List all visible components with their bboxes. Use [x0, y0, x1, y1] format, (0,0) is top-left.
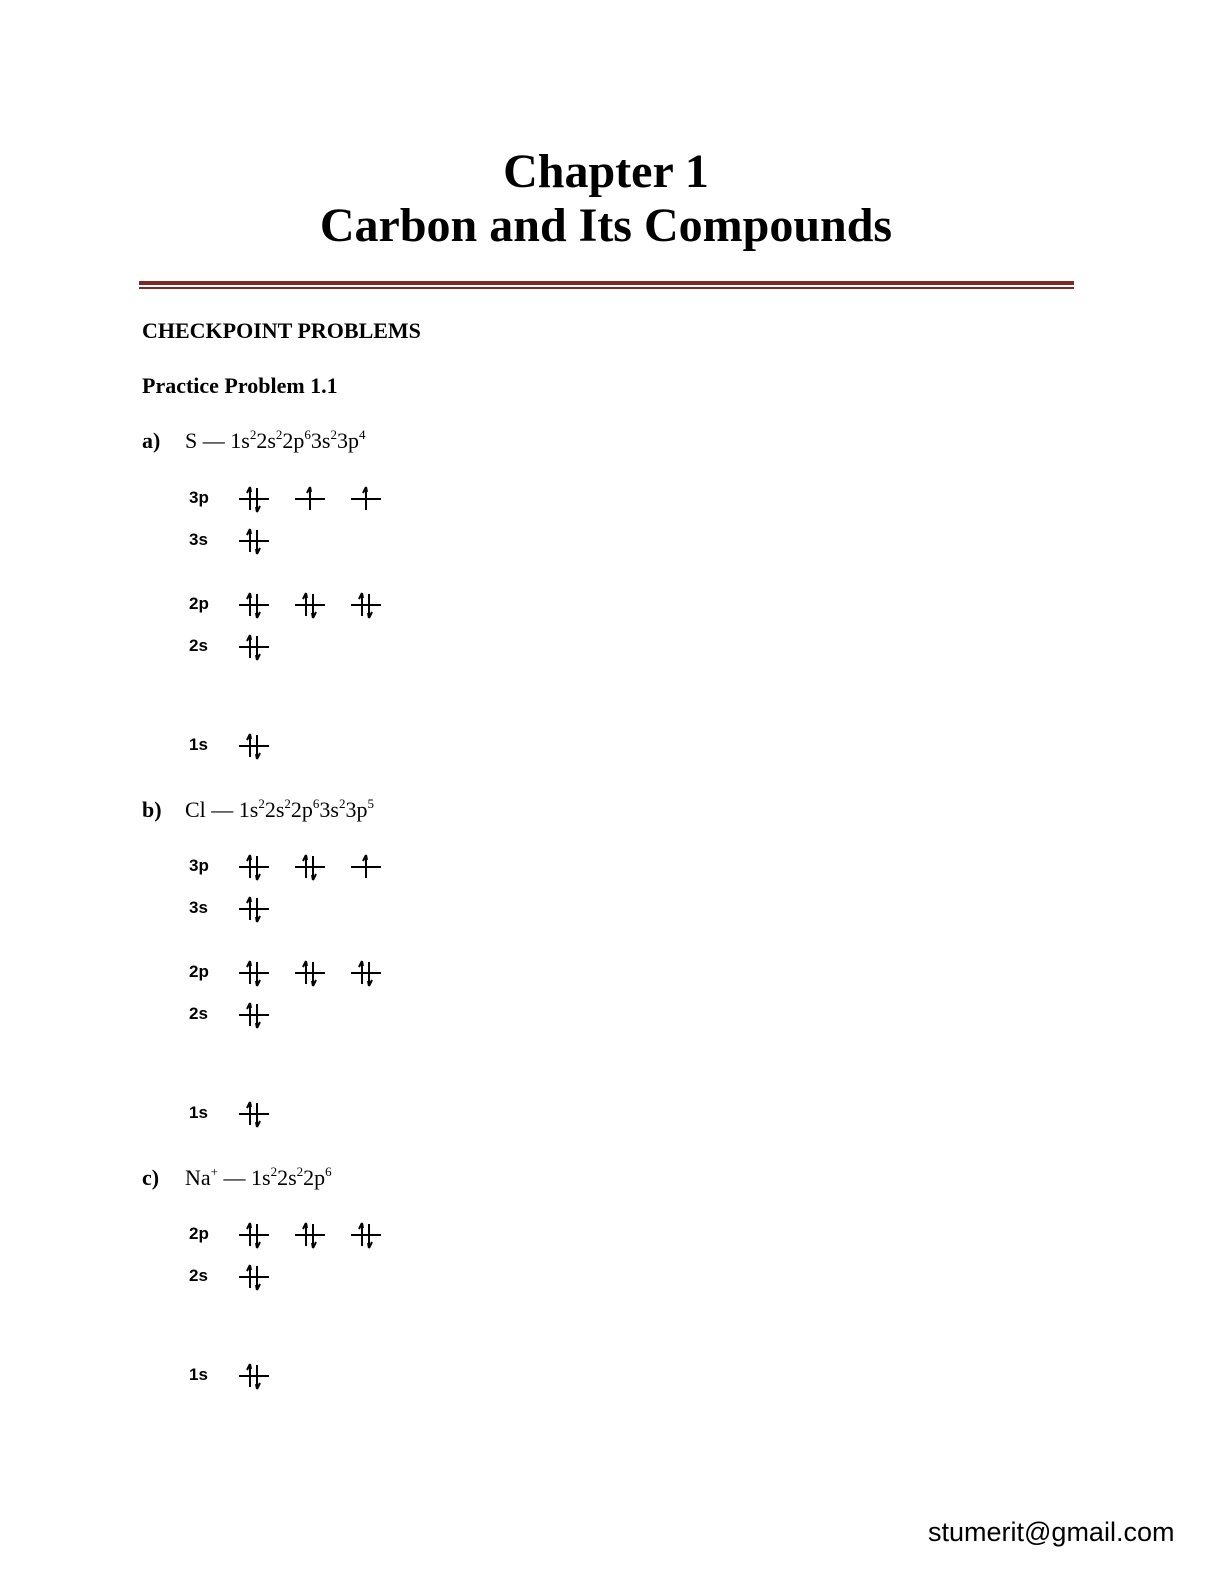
config-3p: 3p	[345, 797, 368, 822]
part-label-c: c)	[142, 1165, 160, 1190]
ion-charge: +	[210, 1164, 218, 1179]
config-1s: 1s	[251, 1165, 271, 1190]
sup: 6	[325, 1164, 332, 1179]
orbital-label-3p: 3p	[189, 488, 209, 507]
orbital-box-2p-1	[238, 1220, 270, 1250]
orbital-box-3p-1	[238, 852, 270, 882]
orbital-box-2p-3	[350, 958, 382, 988]
orbital-label-2s: 2s	[189, 1004, 208, 1023]
problem-title: Practice Problem 1.1	[142, 373, 338, 398]
orbital-box-3s-1	[238, 526, 270, 556]
orbital-box-2s-1	[238, 632, 270, 662]
config-3s: 3s	[310, 428, 331, 453]
orbital-label-1s: 1s	[189, 1365, 208, 1384]
orbital-box-3p-2	[294, 852, 326, 882]
config-1s: 1s	[238, 797, 259, 822]
orbital-label-3s: 3s	[189, 530, 208, 549]
config-2p: 2p	[303, 1165, 326, 1190]
sup: 2	[275, 427, 283, 442]
config-2p: 2p	[282, 428, 305, 453]
footer-email: stumerit@gmail.com	[928, 1517, 1175, 1547]
orbital-label-1s: 1s	[189, 735, 208, 754]
title-rule-thin	[139, 287, 1074, 289]
orbital-box-2p-2	[294, 958, 326, 988]
sup: 2	[338, 796, 346, 811]
orbital-box-1s-1	[238, 731, 270, 761]
section-heading: CHECKPOINT PROBLEMS	[142, 318, 421, 343]
part-label-a: a)	[142, 428, 161, 453]
element-symbol: Cl	[185, 797, 206, 822]
orbital-label-2p: 2p	[189, 1224, 209, 1243]
formula-dash: —	[218, 1165, 251, 1190]
config-2s: 2s	[256, 428, 276, 453]
orbital-label-2p: 2p	[189, 962, 209, 981]
element-symbol: Na	[185, 1165, 211, 1190]
orbital-box-2s-1	[238, 1000, 270, 1030]
sup: 4	[358, 427, 366, 442]
sup: 2	[284, 796, 291, 811]
chapter-number: Chapter 1	[503, 145, 709, 198]
chapter-title: Carbon and Its Compounds	[319, 199, 893, 252]
formula-c	[185, 1165, 332, 1191]
sup: 2	[258, 796, 265, 811]
orbital-box-3p-3	[350, 852, 382, 882]
config-3p: 3p	[336, 428, 359, 453]
sup: 2	[249, 427, 257, 442]
orbital-box-3p-1	[238, 484, 270, 514]
orbital-box-2p-3	[350, 590, 382, 620]
orbital-label-3s: 3s	[189, 898, 208, 917]
formula-dash: —	[197, 428, 231, 453]
orbital-label-2s: 2s	[189, 1266, 208, 1285]
element-symbol: S	[185, 428, 198, 453]
sup: 2	[270, 1164, 278, 1179]
sup: 2	[296, 1164, 304, 1179]
orbital-label-1s: 1s	[189, 1103, 208, 1122]
orbital-box-2p-1	[238, 958, 270, 988]
sup: 2	[330, 427, 337, 442]
title-rule-thick	[139, 281, 1074, 285]
orbital-box-2p-1	[238, 590, 270, 620]
orbital-label-3p: 3p	[189, 856, 209, 875]
config-1s: 1s	[230, 428, 250, 453]
part-label-b: b)	[142, 797, 162, 822]
formula-a	[185, 428, 365, 454]
orbital-box-3p-2	[294, 484, 326, 514]
orbital-box-2p-2	[294, 1220, 326, 1250]
orbital-box-3p-3	[350, 484, 382, 514]
orbital-label-2s: 2s	[189, 636, 208, 655]
sup: 6	[304, 427, 311, 442]
orbital-box-2p-3	[350, 1220, 382, 1250]
sup: 6	[312, 796, 320, 811]
config-2p: 2p	[290, 797, 313, 822]
orbital-box-1s-1	[238, 1361, 270, 1391]
orbital-box-1s-1	[238, 1099, 270, 1129]
formula-b	[185, 797, 374, 823]
orbital-box-2p-2	[294, 590, 326, 620]
orbital-box-2s-1	[238, 1262, 270, 1292]
config-3s: 3s	[319, 797, 339, 822]
sup: 5	[367, 796, 374, 811]
config-2s: 2s	[264, 797, 285, 822]
orbital-label-2p: 2p	[189, 594, 209, 613]
config-2s: 2s	[277, 1165, 297, 1190]
orbital-box-3s-1	[238, 894, 270, 924]
formula-dash: —	[205, 797, 239, 822]
